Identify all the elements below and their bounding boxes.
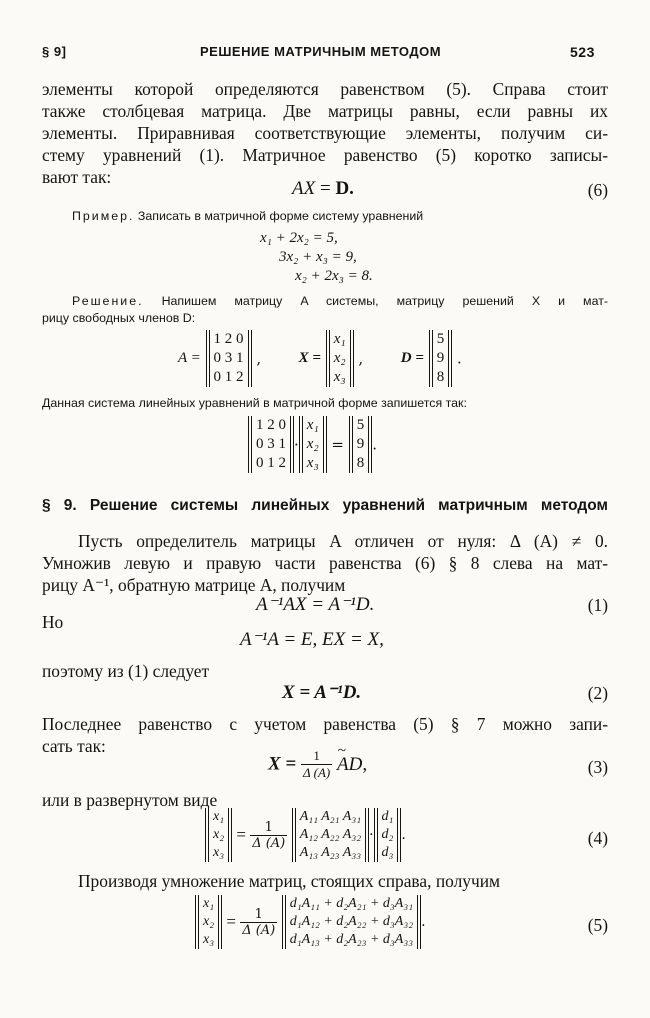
text-line: Пусть определитель матрицы A отличен от нуля: Δ (A) ≠ 0. xyxy=(78,531,608,551)
matrix-row xyxy=(214,330,244,349)
cell: x₃ xyxy=(203,932,215,947)
equation-identity: A⁻¹A = E, EX = X, xyxy=(240,629,384,650)
matrix-equation: 1 2 0 0 3 1 0 1 2 · x₁ x₂ x₃ = 5 9 8 . xyxy=(248,416,377,473)
solution-label: Решение. xyxy=(72,294,144,308)
cell: x₂ xyxy=(306,436,319,452)
matrix-definitions: A = 1 2 0 0 3 1 0 1 2 , X = x₁ x₂ x₃ , D = 5 9 8 . xyxy=(178,331,462,385)
header-section-mark: § 9] xyxy=(42,44,67,59)
solution-paragraph xyxy=(42,293,608,327)
eq5-product-vector xyxy=(282,895,421,949)
text-line: рицу A⁻¹, обратную матрице A, получим xyxy=(42,575,346,595)
matrix-d-label: D = xyxy=(400,350,424,366)
eq5-x-vector xyxy=(195,895,222,949)
cell: 3 xyxy=(267,436,275,452)
solution-line-2: рицу свободных членов D: xyxy=(42,311,196,325)
eq6-rhs: D. xyxy=(335,178,354,199)
matrix-x-label: X = xyxy=(298,350,321,366)
cell: x₂ xyxy=(333,350,346,366)
equation-3 xyxy=(268,748,367,781)
matrix-row xyxy=(300,844,361,862)
equation-6 xyxy=(292,178,354,200)
cell: A₃₂ xyxy=(342,827,362,842)
eq6-lhs: AX xyxy=(292,178,316,199)
text-line: Умножив левую и правую части равенства (6) § 8 слева на мат- xyxy=(42,553,608,573)
text-line: вают так: xyxy=(42,167,112,187)
equation-number: (3) xyxy=(587,757,608,777)
cell: 0 xyxy=(256,455,264,471)
cell: 2 xyxy=(224,331,233,347)
cell: 3 xyxy=(224,350,233,366)
page-number: 523 xyxy=(570,44,595,60)
text-line: элементы которой определяются равенством (5). Справа стоит xyxy=(42,79,608,99)
eq6-sign: = xyxy=(319,178,331,199)
matrix-a-label: A = xyxy=(178,350,201,366)
cell: 0 xyxy=(236,331,244,347)
matrix-a xyxy=(206,330,252,387)
cell: d₂ xyxy=(381,827,394,842)
running-title: РЕШЕНИЕ МАТРИЧНЫМ МЕТОДОМ xyxy=(200,44,442,59)
fraction-denominator: Δ (A) xyxy=(303,765,331,780)
cell: x₁ xyxy=(203,896,215,911)
cell: d₁A₁₃ + d₂A₂₃ + d₃A₃₃ xyxy=(289,932,414,947)
cell: 8 xyxy=(356,455,365,471)
cell: A₁₃ xyxy=(299,845,318,860)
cell: d₁A₁₂ + d₂A₂₂ + d₃A₃₂ xyxy=(289,914,414,929)
eq3-fraction xyxy=(301,748,332,781)
cell: x₃ xyxy=(213,845,225,860)
cell: A₁₂ xyxy=(299,827,318,842)
text-line: стему уравнений (1). Матричное равенство (5) коротко записы- xyxy=(42,145,608,165)
cell: 1 xyxy=(224,369,233,385)
cell: x₁ xyxy=(306,417,319,433)
text-line: сать так: xyxy=(42,736,106,756)
equation-number: (1) xyxy=(587,595,608,615)
matrix-d xyxy=(429,330,453,387)
equation-2: X = A⁻¹D. xyxy=(282,682,362,703)
fraction-numerator: 1 xyxy=(301,748,332,765)
expanded-line: или в развернутом виде xyxy=(42,790,218,810)
fraction-numerator: 1 xyxy=(250,820,287,836)
cell: 2 xyxy=(236,369,244,385)
cell: 9 xyxy=(356,436,365,452)
fraction-denominator: Δ (A) xyxy=(242,922,276,938)
text-line: элементы. Приравнивая соответствующие элементы, получим си- xyxy=(42,123,608,143)
eq4-x-vector xyxy=(205,808,232,862)
matrix-row xyxy=(300,808,361,826)
eq4-d-vector xyxy=(374,808,402,862)
cell: x₃ xyxy=(306,455,319,471)
paragraph-3: Производя умножение матриц, стоящих справа, получим xyxy=(78,871,501,891)
cell: A₁₁ xyxy=(299,809,318,824)
example-text: Записать в матричной форме систему уравнений xyxy=(137,209,424,223)
intro-paragraph xyxy=(42,78,608,188)
eq3-lhs: X = xyxy=(268,753,297,775)
cell: A₂₂ xyxy=(321,827,340,842)
cell: 9 xyxy=(436,350,445,366)
section-heading: § 9. Решение системы линейных уравнений матричным методом xyxy=(42,497,608,514)
cell: 5 xyxy=(436,331,445,347)
example-system-row-1: x₁ + 2x₂ = 5, xyxy=(260,230,338,246)
matrix-x-copy xyxy=(299,416,327,473)
cell: 1 xyxy=(278,436,286,452)
equation-number: (4) xyxy=(587,828,608,848)
matrix-x xyxy=(326,330,354,387)
matrix-d-copy xyxy=(349,416,373,473)
cell: x₁ xyxy=(213,809,225,824)
matrix-row xyxy=(256,416,286,435)
equation-4: x₁ x₂ x₃ = $\frac{1}{\Delta (A)}$ A₁₁ A₂₁ A₃₁ A₁₂ A₂₂ A₃₂ A₁₃ A₂₃ A₃₃ · d₁ d₂ d₃ . xyxy=(205,808,406,862)
eq4-fraction xyxy=(250,820,287,851)
cell: A₃₃ xyxy=(342,845,362,860)
cell: 1 xyxy=(236,350,244,366)
example-line xyxy=(72,208,612,225)
solution-text: Напишем матрицу A системы, матрицу решений X и мат- xyxy=(161,294,608,308)
eq5-fraction xyxy=(240,907,277,938)
eq4-adjugate-matrix xyxy=(292,808,369,862)
matrix-row xyxy=(300,826,361,844)
matrix-form-line: Данная система линейных уравнений в матричной форме запишется так: xyxy=(42,396,467,410)
cell: 2 xyxy=(267,417,275,433)
equation-number: (5) xyxy=(587,915,608,935)
cell: 0 xyxy=(213,350,222,366)
but-word: Но xyxy=(42,612,64,632)
cell: d₃ xyxy=(381,845,394,860)
example-system-row-2: 3x₂ + x₃ = 9, xyxy=(279,249,357,265)
equation-number: (2) xyxy=(587,683,608,703)
cell: 5 xyxy=(356,417,365,433)
cell: 2 xyxy=(278,455,286,471)
cell: 0 xyxy=(213,369,222,385)
text-line: Последнее равенство с учетом равенства (5) § 7 можно запи- xyxy=(42,714,608,734)
equation-number: (6) xyxy=(587,180,608,200)
matrix-row xyxy=(214,349,244,368)
equation-5: x₁ x₂ x₃ = $\frac{1}{\Delta (A)}$ d₁A₁₁ + d₂A₂₁ + d₃A₃₁ d₁A₁₂ + d₂A₂₂ + d₃A₃₂ d₁A₁₃ + d₂A₂₃ + d₃A₃₃ . xyxy=(195,895,426,949)
cell: A₃₁ xyxy=(342,809,362,824)
cell: 0 xyxy=(278,417,286,433)
eq3-rhs: ~ AD, xyxy=(337,754,367,776)
equation-1: A⁻¹AX = A⁻¹D. xyxy=(256,594,375,615)
cell: x₃ xyxy=(333,369,346,385)
fraction-numerator: 1 xyxy=(240,907,277,923)
matrix-row xyxy=(256,454,286,473)
cell: A₂₁ xyxy=(321,809,340,824)
cell: x₁ xyxy=(333,331,346,347)
matrix-a-copy xyxy=(248,416,294,473)
matrix-row xyxy=(256,435,286,454)
cell: x₂ xyxy=(203,914,215,929)
cell: d₁A₁₁ + d₂A₂₁ + d₃A₃₁ xyxy=(289,896,414,911)
cell: x₂ xyxy=(213,827,225,842)
cell: 1 xyxy=(213,331,222,347)
cell: d₁ xyxy=(381,809,394,824)
matrix-row xyxy=(214,368,244,387)
cell: 8 xyxy=(436,369,445,385)
fraction-denominator: Δ (A) xyxy=(252,835,286,851)
paragraph-1 xyxy=(42,530,608,596)
solution-line-1 xyxy=(42,293,608,310)
therefore-line: поэтому из (1) следует xyxy=(42,661,210,681)
cell: 0 xyxy=(256,436,264,452)
cell: 1 xyxy=(267,455,275,471)
cell: A₂₃ xyxy=(321,845,340,860)
example-system-row-3: x₂ + 2x₃ = 8. xyxy=(295,268,373,284)
text-line: также столбцевая матрица. Две матрицы равны, если равны их xyxy=(42,101,608,121)
example-label: Пример. xyxy=(72,209,135,223)
cell: 1 xyxy=(256,417,264,433)
